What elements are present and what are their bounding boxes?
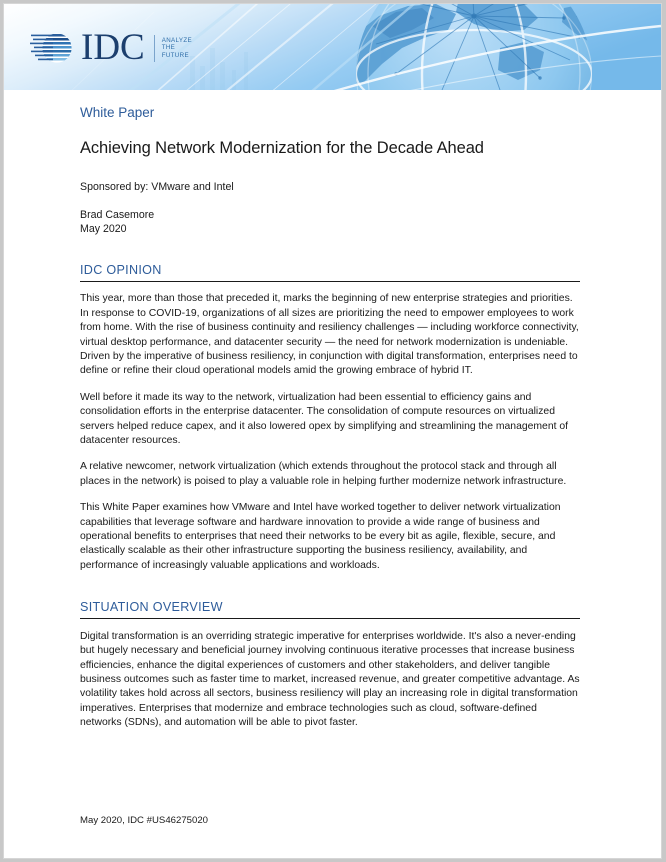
section-divider <box>80 281 580 282</box>
logo-divider <box>154 35 155 62</box>
paragraph: Digital transformation is an overriding strategic imperative for enterprises worldwide. It's also a never-ending but hugely necessary and beneficial journey involving continuous iterative processes that increase business efficiencies, enhance the digital experiences of customers and other stakeholders, and deliver tangible business outcomes such as faster time to market, increased revenue, and greater competitive advantage. As volatility takes hold across all sectors, business resiliency will play an increasing role in digital transformation imperatives. Enterprises that modernize and embrace technologies such as cloud, software-defined networks (SDNs), and automation will be able to pivot faster. <box>80 630 580 729</box>
section-idc-opinion <box>80 262 580 573</box>
section-situation-overview <box>80 599 580 730</box>
document-kicker: White Paper <box>80 105 155 120</box>
byline <box>80 209 580 236</box>
page-footer: May 2020, IDC #US46275020 <box>80 815 208 826</box>
idc-striped-sphere-icon <box>30 28 76 68</box>
sponsor-line: Sponsored by: VMware and Intel <box>80 181 234 193</box>
tagline-line-3: FUTURE <box>161 51 189 59</box>
tagline-line-1: ANALYZE <box>161 36 192 44</box>
page-title: Achieving Network Modernization for the Decade Ahead <box>80 139 484 157</box>
idc-tagline <box>162 37 192 60</box>
tagline-line-2: THE <box>161 44 176 52</box>
idc-logo <box>30 26 192 70</box>
section-divider <box>80 618 580 619</box>
document-content <box>80 90 580 731</box>
idc-wordmark: IDC <box>81 26 145 68</box>
publication-date: May 2020 <box>80 222 127 235</box>
section-heading: IDC OPINION <box>80 263 162 277</box>
paragraph: A relative newcomer, network virtualization (which extends throughout the protocol stack and through all places in the network) is poised to play a valuable role in helping further modernize network infrastructure. <box>80 461 567 487</box>
paragraph: Well before it made its way to the network, virtualization had been essential to efficiency gains and consolidation efforts in the enterprise datacenter. The consolidation of compute resources on virtualized servers helped reduce capex, and it also lowered opex by simplifying and streamlining the management of datacenter resources. <box>80 391 569 447</box>
author-name: Brad Casemore <box>80 209 155 221</box>
section-heading: SITUATION OVERVIEW <box>80 600 223 615</box>
paragraph: This year, more than those that preceded it, marks the beginning of new enterprise strategies and priorities. In response to COVID-19, organizations of all sizes are prioritizing the need to empower employees to work from home. With the rise of business continuity and resiliency challenges — including workforce connectivity, virtual desktop performance, and datacenter security — the need for network modernization is undeniable. Driven by the imperative of business resiliency, in conjunction with digital transformation, enterprises need to define or refine their cloud operational models amid the growing embrace of hybrid IT. <box>80 293 579 377</box>
document-page <box>3 3 662 859</box>
paragraph: This White Paper examines how VMware and Intel have worked together to deliver network virtualization capabilities that leverage software and hardware innovation to provide a wide range of business and operational benefits to enterprises that need their networks to be every bit as agile, flexible, secure, and elastically scalable as their other infrastructure supporting the business resiliency, availability, and performance of increasingly valuable applications and workloads. <box>80 502 561 571</box>
